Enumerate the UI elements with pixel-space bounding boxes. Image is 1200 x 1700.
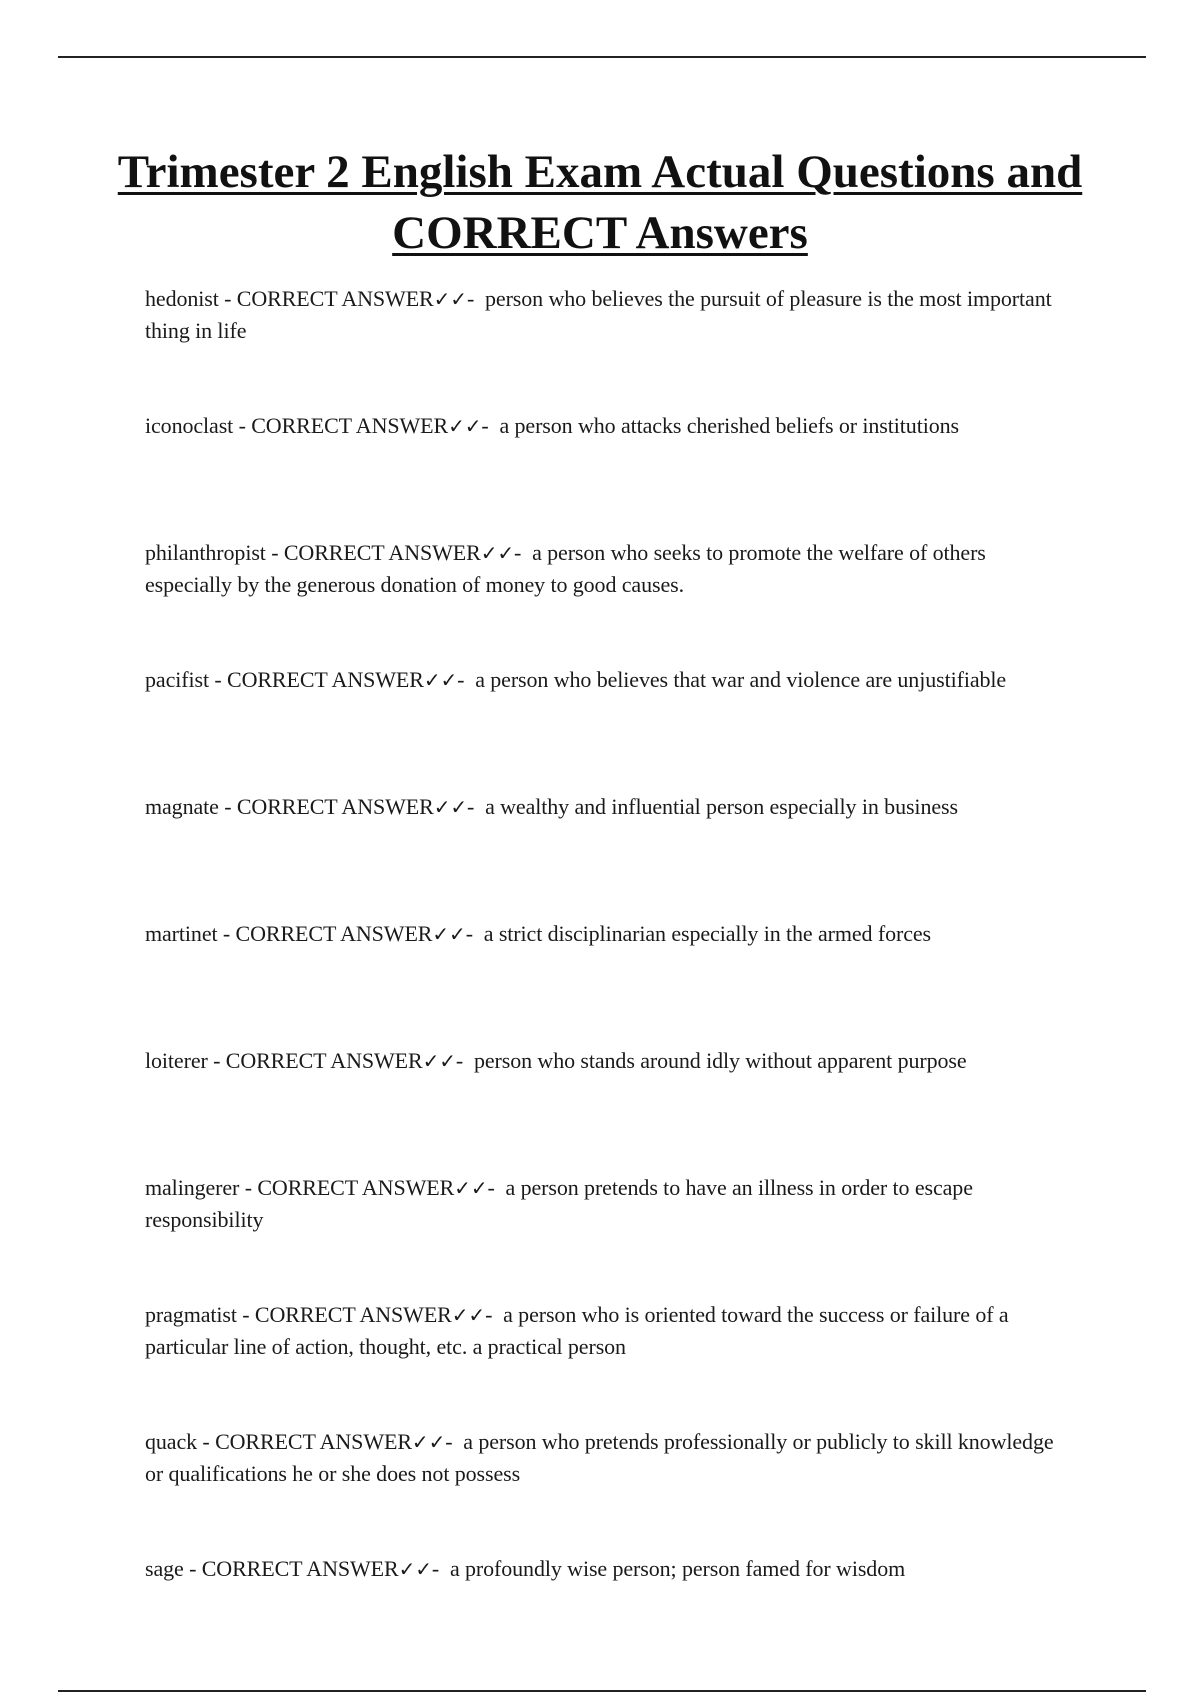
correct-answer-marker: CORRECT ANSWER [251, 413, 449, 438]
qa-item [145, 1426, 1075, 1490]
qa-term: pragmatist [145, 1302, 237, 1327]
qa-term: magnate [145, 794, 219, 819]
correct-answer-marker: CORRECT ANSWER [227, 667, 424, 692]
separator: - [197, 1429, 216, 1454]
qa-definition: a person who believes that war and violence are unjustifiable [475, 667, 1007, 692]
correct-answer-marker: CORRECT ANSWER [236, 286, 434, 311]
correct-answer-marker: CORRECT ANSWER [236, 794, 434, 819]
qa-item [145, 1045, 1075, 1077]
check-icon: ✓✓ [422, 1049, 456, 1073]
separator: - [455, 1048, 474, 1073]
qa-item [145, 664, 1075, 696]
separator: - [445, 1429, 464, 1454]
separator: - [236, 1302, 255, 1327]
check-icon: ✓✓ [398, 1557, 432, 1581]
separator: - [265, 540, 284, 565]
bottom-rule [58, 1690, 1146, 1692]
separator: - [465, 921, 484, 946]
check-icon: ✓✓ [480, 541, 515, 565]
check-icon: ✓✓ [448, 414, 482, 438]
separator: - [487, 1175, 506, 1200]
qa-item [145, 410, 1075, 442]
separator: - [218, 794, 237, 819]
qa-term: quack [145, 1429, 198, 1454]
separator: - [239, 1175, 258, 1200]
separator: - [466, 286, 485, 311]
qa-term: sage [145, 1556, 184, 1581]
check-icon: ✓✓ [454, 1176, 488, 1200]
separator: - [218, 286, 237, 311]
document-title: Trimester 2 English Exam Actual Questions and CORRECT Answers [117, 146, 1083, 259]
qa-definition: a person who attacks cherished beliefs or institutions [499, 413, 959, 438]
check-icon: ✓✓ [423, 668, 458, 692]
qa-item [145, 791, 1075, 823]
correct-answer-marker: CORRECT ANSWER [201, 1556, 399, 1581]
check-icon: ✓✓ [451, 1303, 486, 1327]
check-icon: ✓✓ [411, 1430, 446, 1454]
qa-definition: person who believes the pursuit of pleasure is the most important thing in life [145, 286, 1052, 343]
qa-item [145, 537, 1075, 601]
separator: - [467, 794, 486, 819]
separator: - [514, 540, 533, 565]
qa-definition: a person who seeks to promote the welfare of others especially by the generous donation of money to good causes. [145, 540, 986, 597]
separator: - [481, 413, 500, 438]
qa-definition: person who stands around idly without apparent purpose [473, 1048, 967, 1073]
qa-term: loiterer [145, 1048, 208, 1073]
qa-item [145, 283, 1075, 347]
check-icon: ✓✓ [433, 287, 467, 311]
top-rule [58, 56, 1146, 58]
qa-item [145, 1299, 1075, 1363]
separator: - [208, 667, 227, 692]
separator: - [485, 1302, 504, 1327]
separator: - [431, 1556, 450, 1581]
check-icon: ✓✓ [433, 795, 468, 819]
qa-definition: a wealthy and influential person especially in business [485, 794, 958, 819]
check-icon: ✓✓ [432, 922, 466, 946]
qa-term: malingerer [145, 1175, 240, 1200]
correct-answer-marker: CORRECT ANSWER [257, 1175, 455, 1200]
correct-answer-marker: CORRECT ANSWER [225, 1048, 423, 1073]
separator: - [457, 667, 476, 692]
qa-term: pacifist [145, 667, 209, 692]
separator: - [207, 1048, 226, 1073]
correct-answer-marker: CORRECT ANSWER [235, 921, 433, 946]
qa-definition: a person who is oriented toward the success or failure of a particular line of action, thought, etc. a practical person [145, 1302, 1009, 1359]
separator: - [233, 413, 252, 438]
correct-answer-marker: CORRECT ANSWER [283, 540, 481, 565]
qa-definition: a strict disciplinarian especially in the armed forces [483, 921, 932, 946]
correct-answer-marker: CORRECT ANSWER [215, 1429, 412, 1454]
correct-answer-marker: CORRECT ANSWER [254, 1302, 452, 1327]
qa-term: iconoclast [145, 413, 234, 438]
qa-item [145, 1172, 1075, 1236]
qa-term: philanthropist [145, 540, 266, 565]
separator: - [183, 1556, 202, 1581]
qa-term: martinet [145, 921, 218, 946]
qa-item [145, 918, 1075, 950]
qa-term: hedonist [145, 286, 219, 311]
qa-definition: a person pretends to have an illness in order to escape responsibility [145, 1175, 973, 1232]
qa-item [145, 1553, 1075, 1585]
separator: - [217, 921, 236, 946]
qa-definition: a person who pretends professionally or publicly to skill knowledge or qualifications he or she does not possess [145, 1429, 1054, 1486]
qa-definition: a profoundly wise person; person famed for wisdom [449, 1556, 906, 1581]
